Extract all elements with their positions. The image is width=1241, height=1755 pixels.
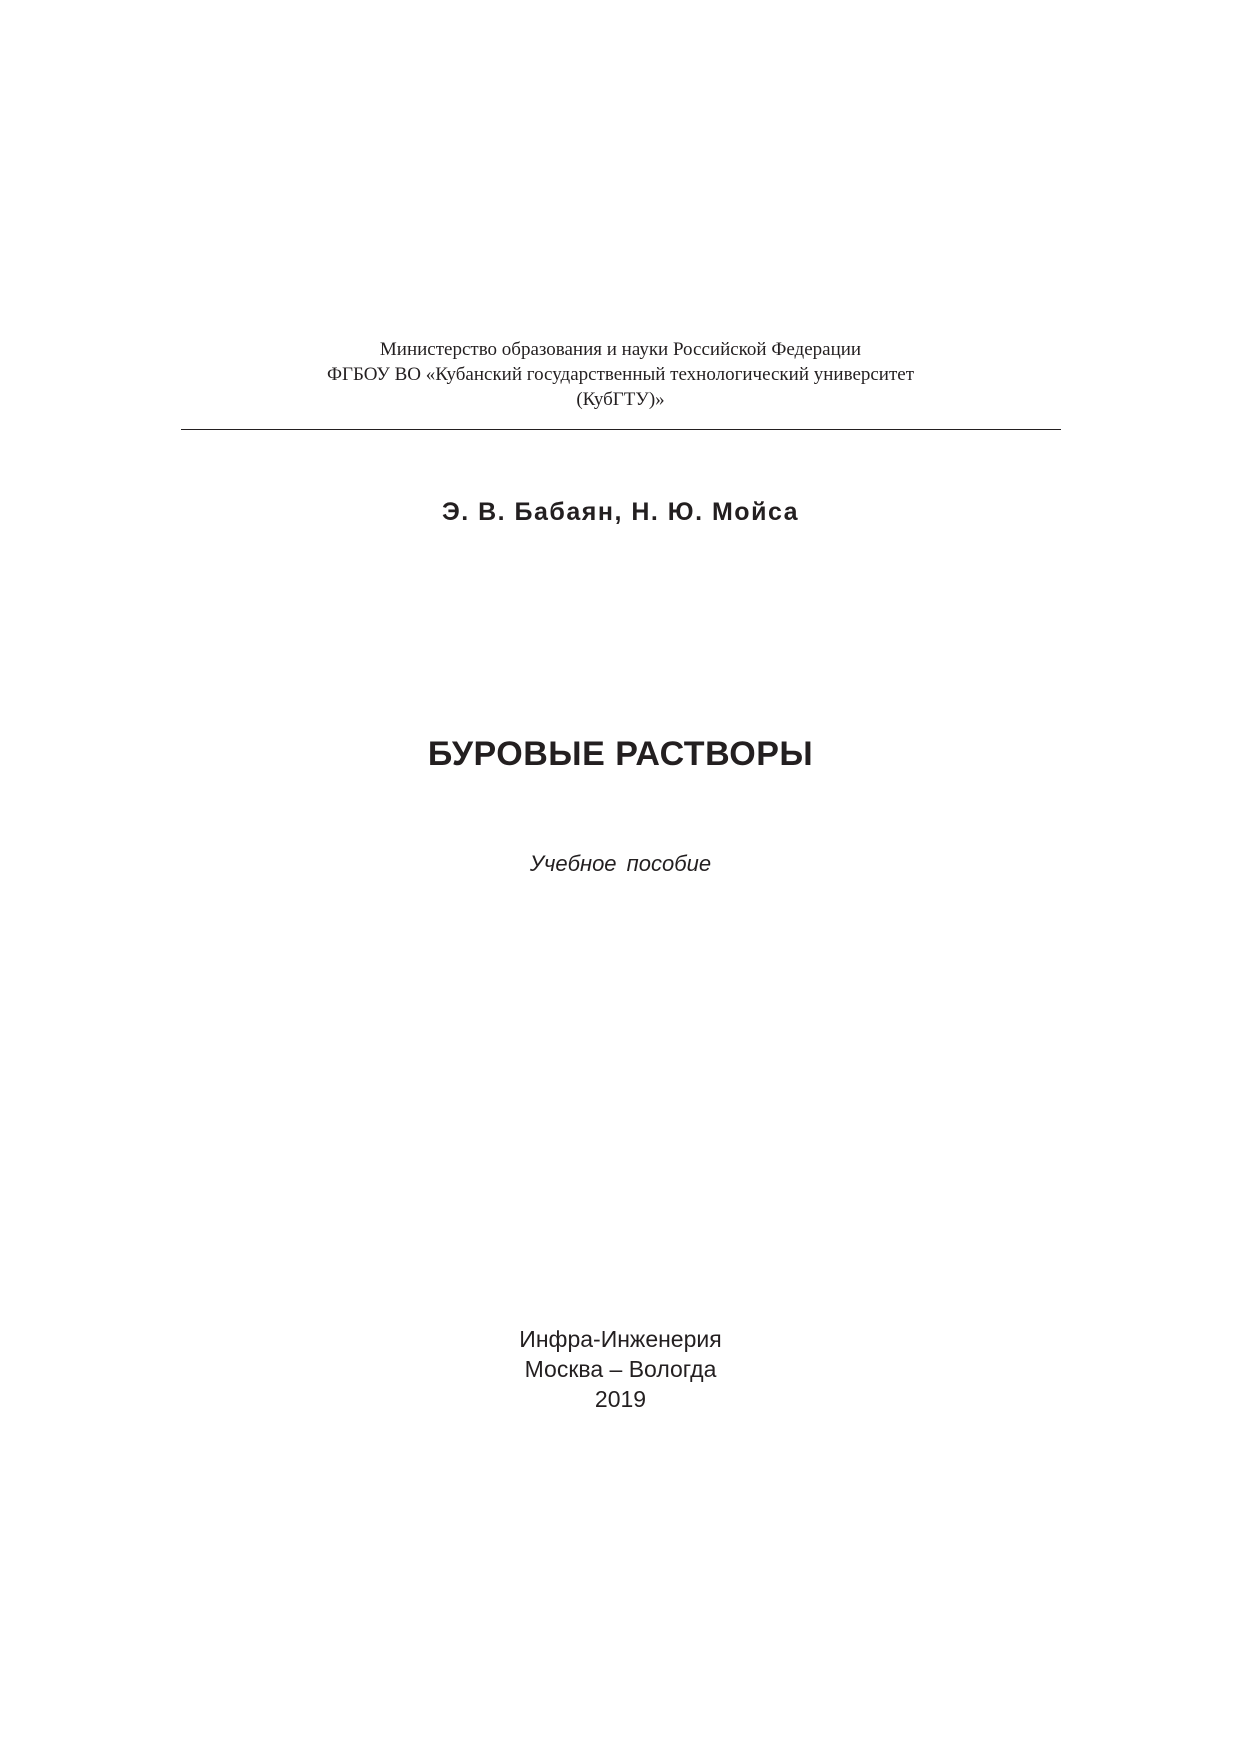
university-abbreviation-line: (КубГТУ)» <box>576 389 665 410</box>
authors: Э. В. Бабаян, Н. Ю. Мойса <box>441 498 800 526</box>
book-subtitle: Учебное пособие <box>529 851 712 876</box>
publisher-name: Инфра-Инженерия <box>519 1326 722 1352</box>
publication-year: 2019 <box>594 1386 647 1412</box>
university-line: ФГБОУ ВО «Кубанский государственный технологический университет <box>326 364 915 385</box>
institution-header <box>0 337 1241 412</box>
publisher-block <box>0 1324 1241 1414</box>
header-divider <box>181 429 1061 430</box>
book-title: БУРОВЫЕ РАСТВОРЫ <box>427 735 814 773</box>
ministry-line: Министерство образования и науки Российской Федерации <box>379 339 862 360</box>
publisher-city: Москва – Вологда <box>524 1356 717 1382</box>
